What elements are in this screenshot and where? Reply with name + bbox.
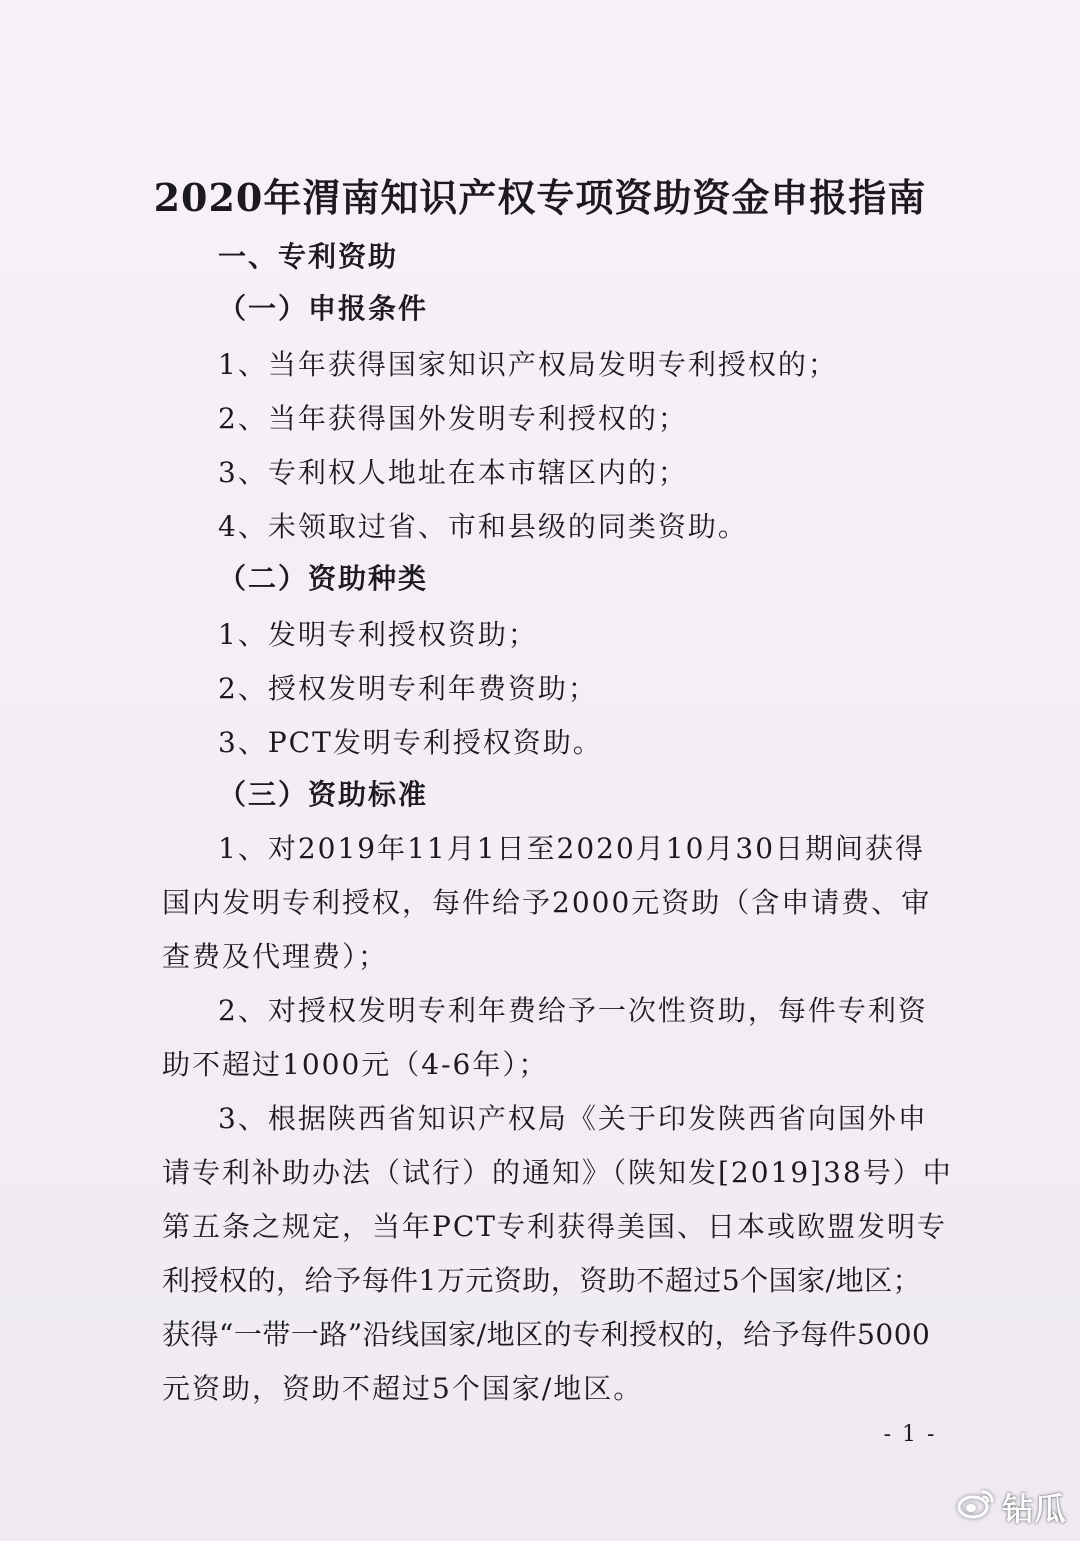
standard-item-3-line-2: 请专利补助办法（试行）的通知》（陕知发[2019]38号）中: [162, 1156, 953, 1189]
document-title: 2020年渭南知识产权专项资助资金申报指南: [153, 175, 927, 220]
standard-item-1-line-1: 1、对2019年11月1日至2020月10月30日期间获得: [218, 832, 926, 865]
standard-item-1-line-3: 查费及代理费）；: [162, 940, 389, 973]
type-item-1: 1、发明专利授权资助；: [218, 618, 538, 651]
standard-item-3-line-4: 利授权的，给予每件1万元资助，资助不超过5个国家/地区；: [162, 1264, 922, 1297]
standard-item-1-line-2: 国内发明专利授权，每件给予2000元资助（含申请费、审: [162, 886, 932, 919]
subsection-heading-types: （二）资助种类: [218, 562, 429, 595]
condition-item-4: 4、未领取过省、市和县级的同类资助。: [218, 510, 748, 543]
standard-item-3-line-3: 第五条之规定，当年PCT专利获得美国、日本或欧盟发明专: [162, 1210, 947, 1243]
condition-item-1: 1、当年获得国家知识产权局发明专利授权的；: [218, 348, 838, 381]
standard-item-3-line-6: 元资助，资助不超过5个国家/地区。: [162, 1372, 644, 1405]
watermark-text: 钻瓜: [1001, 1490, 1066, 1528]
type-item-3: 3、PCT发明专利授权资助。: [218, 726, 603, 759]
subsection-heading-standards: （三）资助标准: [218, 778, 429, 811]
standard-item-3-line-5: 获得“一带一路”沿线国家/地区的专利授权的，给予每件5000: [162, 1318, 931, 1351]
condition-item-2: 2、当年获得国外发明专利授权的；: [218, 402, 688, 435]
section-heading-patent-subsidy: 一、专利资助: [218, 240, 399, 273]
standard-item-2-line-2: 助不超过1000元（4-6年）；: [162, 1048, 549, 1081]
subsection-heading-conditions: （一）申报条件: [218, 292, 429, 325]
condition-item-3: 3、专利权人地址在本市辖区内的；: [218, 456, 688, 489]
weibo-icon: [956, 1486, 996, 1528]
weibo-watermark: [956, 1487, 1066, 1527]
type-item-2: 2、授权发明专利年费资助；: [218, 672, 598, 705]
standard-item-3-line-1: 3、根据陕西省知识产权局《关于印发陕西省向国外申: [218, 1102, 928, 1135]
standard-item-2-line-1: 2、对授权发明专利年费给予一次性资助，每件专利资: [218, 994, 928, 1027]
page-number: - 1 -: [883, 1422, 937, 1447]
